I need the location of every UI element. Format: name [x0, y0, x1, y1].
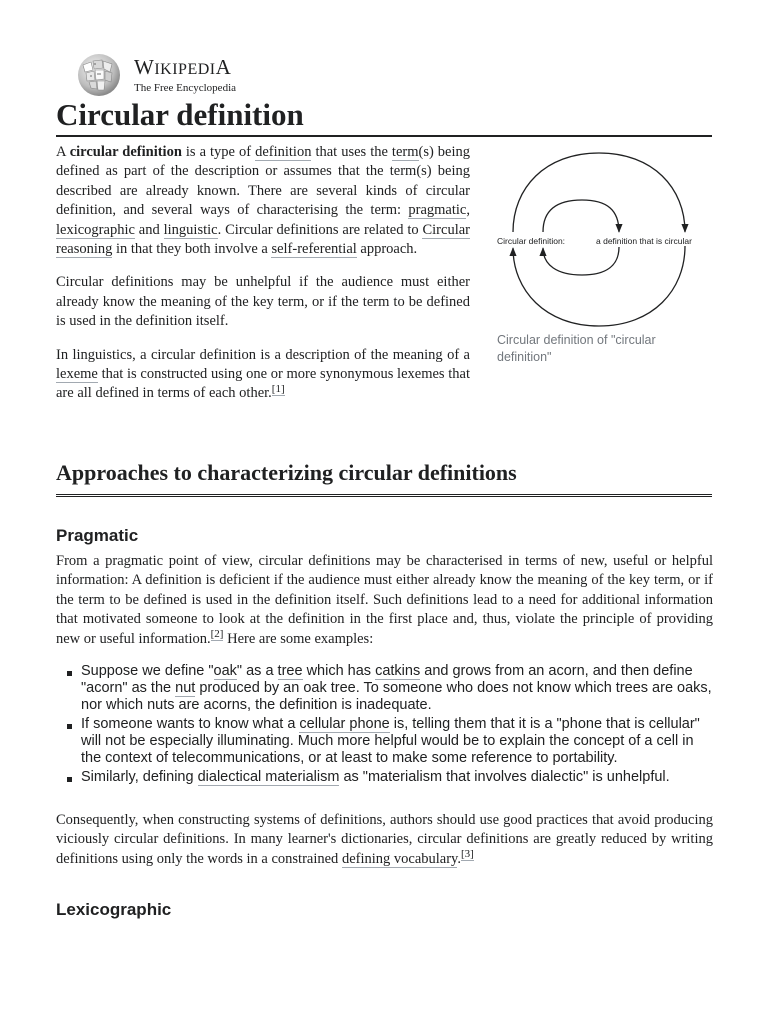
section-heading-approaches: Approaches to characterizing circular definitions: [56, 459, 712, 497]
outer-arc-top: [513, 153, 685, 232]
link-lexicographic[interactable]: lexicographic: [56, 221, 135, 238]
pragmatic-intro-paragraph: [56, 552, 713, 649]
figure-caption: Circular definition of "circular definition": [497, 333, 656, 364]
page-title: Circular definition: [56, 96, 712, 137]
link-linguistic[interactable]: linguistic: [163, 221, 218, 238]
inner-arc-top: [543, 200, 619, 232]
wikipedia-wordmark[interactable]: [134, 56, 236, 95]
text: " as a: [236, 663, 278, 679]
list-item: [56, 769, 716, 786]
link-cellular-phone[interactable]: cellular phone: [299, 716, 390, 732]
text: Here are some examples:: [223, 630, 374, 647]
list-item: [56, 663, 716, 714]
text: Suppose we define ": [81, 663, 214, 679]
lead-paragraph-1: [56, 143, 470, 259]
inner-arc-bottom: [543, 247, 619, 275]
wikipedia-globe-icon[interactable]: [74, 52, 124, 98]
link-self-referential[interactable]: self-referential: [271, 241, 357, 258]
lead-section: [56, 143, 470, 418]
text: Similarly, defining: [81, 769, 198, 785]
diagram-label-left: Circular definition:: [497, 236, 566, 246]
list-item: [56, 716, 716, 767]
text: ,: [466, 202, 470, 219]
text: .: [457, 850, 461, 867]
lead-paragraph-3: [56, 346, 470, 404]
reference-3[interactable]: [3]: [460, 847, 474, 860]
text: is a type of: [181, 144, 256, 160]
lead-paragraph-2: Circular definitions may be unhelpful if the audience must either already know the meaning of the key term, or if the term to be defined is used in the definition itself.: [56, 274, 470, 330]
link-term[interactable]: term: [391, 144, 419, 160]
text: as "materialism that involves dialectic" is unhelpful.: [339, 769, 670, 785]
text: is, telling them that it is a "phone that is cellular" will not be especially illuminating. Much more helpful would be to explain the concept of a cell in the context of telecommunications, or at least to make some reference to portability.: [81, 716, 700, 766]
text: If someone wants to know what a: [81, 716, 300, 732]
text: Consequently, when constructing systems of definitions, authors should use good practices that avoid producing viciously circular definitions. In many learner's dictionaries, circular definitions are greatly reduced by writing definitions using only the words in a constrained: [56, 812, 713, 867]
link-circular-reasoning[interactable]: Circular reasoning: [56, 221, 470, 258]
link-defining-vocabulary[interactable]: defining vocabulary: [341, 850, 458, 867]
link-catkins[interactable]: catkins: [375, 663, 421, 679]
link-tree[interactable]: tree: [277, 663, 303, 679]
text: approach.: [356, 241, 418, 258]
text: which has: [302, 663, 376, 679]
text: . Circular definitions are related to: [217, 221, 423, 238]
figure: [497, 150, 715, 366]
text: (s) being defined as part of the description or assumes that the term(s) being described are already known. There are several kinds of circular definition, and several ways of characterising the term:: [56, 144, 471, 219]
examples-list: [56, 663, 716, 788]
reference-1[interactable]: [1]: [271, 382, 285, 395]
text: that uses the: [311, 144, 392, 160]
subsection-heading-pragmatic: Pragmatic: [56, 526, 139, 545]
link-pragmatic[interactable]: pragmatic: [408, 202, 467, 219]
text: and grows from an acorn, and then define "acorn" as the: [81, 663, 693, 696]
pragmatic-conclusion-paragraph: [56, 811, 713, 869]
circular-definition-diagram[interactable]: [497, 150, 715, 330]
text: produced by an oak tree. To someone who does not know which trees are oaks, nor which nuts are acorns, the definition is inadequate.: [81, 680, 712, 713]
wordmark-tagline: The Free Encyclopedia: [134, 82, 237, 94]
text: A: [56, 144, 70, 160]
link-oak[interactable]: oak: [213, 663, 237, 679]
text: in that they both involve a: [112, 241, 272, 258]
outer-arc-bottom: [513, 246, 685, 326]
text: In linguistics, a circular definition is a description of the meaning of a: [56, 346, 470, 363]
link-definition[interactable]: definition: [255, 144, 312, 160]
bold-term: circular definition: [69, 144, 182, 160]
link-nut[interactable]: nut: [175, 680, 196, 696]
reference-2[interactable]: [2]: [210, 627, 224, 640]
text: From a pragmatic point of view, circular definitions may be characterised in terms of new, useful or helpful information: A definition is deficient if the audience must either already know the meaning of the key term, or if the term to be defined is used in the definition itself. Such definitions lead to a need for additional information that motivated someone to look at the definition in the first place and, thus, violate the principle of providing new or useful information.: [56, 553, 713, 647]
text: and: [134, 221, 164, 238]
link-dialectical-materialism[interactable]: dialectical materialism: [197, 769, 340, 785]
link-lexeme[interactable]: lexeme: [56, 366, 98, 383]
diagram-label-right: a definition that is circular: [596, 236, 692, 246]
wordmark-title: WIKIPEDIA: [134, 55, 232, 79]
subsection-heading-lexicographic: Lexicographic: [56, 900, 172, 919]
text: that is constructed using one or more synonymous lexemes that are all defined in terms of each other.: [56, 366, 470, 402]
